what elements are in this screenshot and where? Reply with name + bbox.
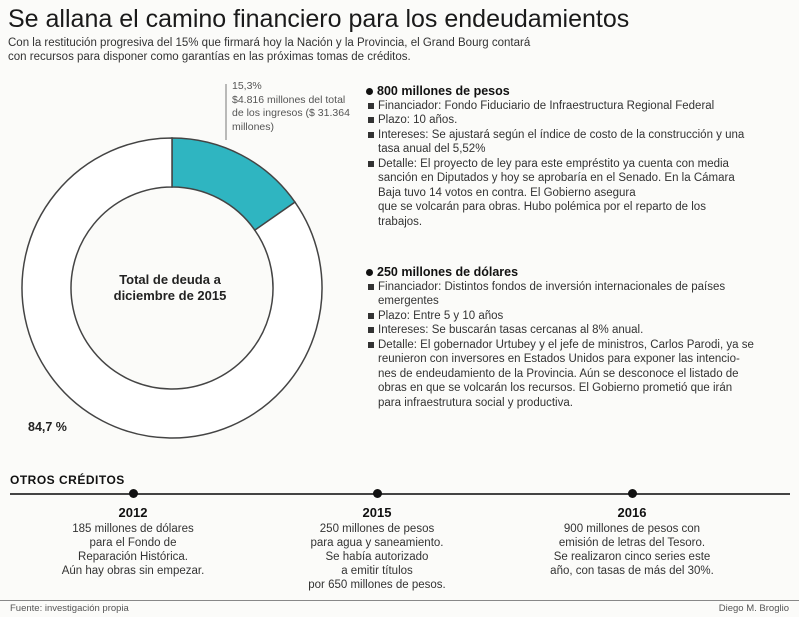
center-label-line: Total de deuda a	[119, 272, 221, 287]
author-credit: Diego M. Broglio	[718, 603, 789, 614]
footer-divider	[0, 600, 799, 601]
timeline-text-line: Reparación Histórica.	[78, 551, 188, 563]
bullet-icon	[366, 269, 373, 276]
credit-detail-item	[366, 99, 791, 114]
credit-detail-line: Plazo: Entre 5 y 10 años	[378, 309, 504, 322]
credit-detail-line: que se volcarán para obras. Hubo polémica por el reparto de los	[378, 201, 706, 213]
credit-heading	[366, 84, 791, 99]
credit-heading-text: 250 millones de dólares	[377, 265, 519, 279]
credit-detail-line: trabajos.	[378, 215, 423, 228]
timeline-text-line: Aún hay obras sin empezar.	[61, 565, 205, 577]
credit-detail-text	[378, 99, 791, 114]
credit-detail-line: emergentes	[378, 295, 439, 307]
small-slice-label	[232, 80, 382, 134]
credit-detail-item	[366, 338, 791, 411]
credit-detail-text	[378, 128, 791, 157]
credit-detail-line: Intereses: Se ajustará según el índice de costo de la construcción y una	[378, 128, 745, 141]
credit-detail-item	[366, 157, 791, 230]
credit-detail-line: Financiador: Distintos fondos de inversión internacionales de países	[378, 280, 726, 293]
timeline-text-line: Se realizaron cinco series este	[553, 551, 711, 563]
credit-detail-line: Baja tuvo 14 votos en contra. El Gobierno asegura	[378, 186, 636, 199]
credit-detail-line: obras en que se volcarán los recursos. El Gobierno prometió que irán	[378, 382, 733, 394]
credit-detail-line: nes de endeudamiento de la Provincia. Aún se desconoce el listado de	[378, 367, 739, 380]
credit-detail-item	[366, 280, 791, 309]
timeline-text-line: 185 millones de dólares	[72, 523, 194, 535]
credit-detail-text	[378, 280, 791, 309]
credit-800-millones	[366, 84, 791, 229]
timeline-text-line: para el Fondo de	[89, 537, 177, 549]
timeline-entry-2016	[532, 506, 732, 578]
square-bullet-icon	[368, 161, 374, 167]
square-bullet-icon	[368, 313, 374, 319]
credit-detail-line: Intereses: Se buscarán tasas cercanas al 8% anual.	[378, 324, 644, 336]
subtitle-line: Con la restitución progresiva del 15% que firmará hoy la Nación y la Provincia, el Grand Bourg contará	[8, 37, 531, 49]
timeline-dot	[628, 489, 637, 498]
bullet-icon	[366, 88, 373, 95]
timeline-text-line: emisión de letras del Tesoro.	[558, 537, 706, 549]
credit-detail-line: Plazo: 10 años.	[378, 114, 458, 126]
large-slice-pct: 84,7 %	[28, 420, 67, 434]
credit-detail-text	[378, 113, 791, 128]
square-bullet-icon	[368, 132, 374, 138]
small-slice-note: $4.816 millones del total	[232, 93, 346, 106]
credit-detail-line: Detalle: El proyecto de ley para este empréstito ya cuenta con media	[378, 157, 729, 170]
small-slice-note: millones)	[232, 120, 275, 133]
square-bullet-icon	[368, 284, 374, 290]
center-label-line: diciembre de 2015	[113, 288, 227, 303]
credit-detail-line: sanción en Diputados y hoy se aprobaría en el Senado. En la Cámara	[378, 172, 735, 184]
square-bullet-icon	[368, 342, 374, 348]
timeline-text-line: 900 millones de pesos con	[563, 523, 701, 535]
credit-250-millones	[366, 265, 791, 410]
page-title: Se allana el camino financiero para los endeudamientos	[8, 5, 630, 33]
timeline-dot	[373, 489, 382, 498]
timeline-text-line: a emitir títulos	[341, 565, 413, 577]
credit-heading-text: 800 millones de pesos	[377, 84, 510, 98]
square-bullet-icon	[368, 103, 374, 109]
timeline-text-line: 250 millones de pesos	[319, 523, 435, 535]
subtitle-line: con recursos para disponer como garantías en las próximas tomas de créditos.	[8, 51, 411, 63]
credit-detail-item	[366, 128, 791, 157]
credit-detail-line: tasa anual del 5,52%	[378, 143, 486, 155]
timeline-dot	[129, 489, 138, 498]
timeline-year: 2012	[118, 505, 148, 520]
credit-detail-line: Financiador: Fondo Fiduciario de Infraestructura Regional Federal	[378, 99, 715, 112]
timeline-text-line: Se había autorizado	[325, 551, 429, 563]
small-slice-pct: 15,3%	[232, 80, 262, 92]
donut-center-label	[110, 272, 230, 304]
timeline-year: 2015	[362, 505, 392, 520]
timeline-text-line: para agua y saneamiento.	[310, 537, 444, 549]
credit-detail-text	[378, 338, 791, 411]
source-text: Fuente: investigación propia	[10, 603, 129, 614]
timeline-line	[10, 493, 790, 495]
timeline-entry-2015	[277, 506, 477, 592]
credit-detail-text	[378, 309, 791, 324]
credit-detail-line: Detalle: El gobernador Urtubey y el jefe de ministros, Carlos Parodi, ya se	[378, 338, 754, 351]
small-slice-note: de los ingresos ($ 31.364	[232, 107, 350, 119]
credit-detail-item	[366, 113, 791, 128]
credit-detail-text	[378, 157, 791, 230]
square-bullet-icon	[368, 117, 374, 123]
credit-detail-line: para infraestrutura social y productiva.	[378, 396, 573, 409]
timeline-year: 2016	[617, 505, 647, 520]
square-bullet-icon	[368, 327, 374, 333]
timeline-entry-2012	[33, 506, 233, 578]
otros-creditos-title: OTROS CRÉDITOS	[10, 473, 125, 487]
credit-detail-text	[378, 323, 791, 338]
credit-detail-item	[366, 323, 791, 338]
timeline-text-line: año, con tasas de más del 30%.	[550, 565, 714, 577]
credit-heading	[366, 265, 791, 280]
credit-detail-line: reunieron con inversores en Estados Unidos para exponer las intencio-	[378, 353, 740, 365]
timeline-text-line: por 650 millones de pesos.	[308, 579, 446, 591]
credit-detail-item	[366, 309, 791, 324]
